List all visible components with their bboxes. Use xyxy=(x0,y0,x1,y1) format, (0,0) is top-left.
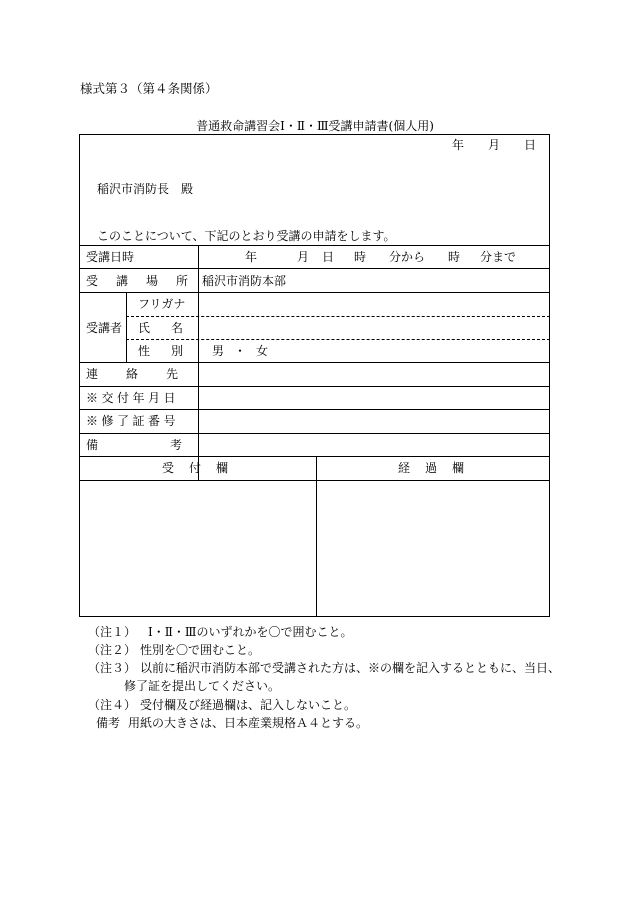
datetime-month: 月 xyxy=(297,250,310,264)
date-month-label: 月 xyxy=(488,138,501,152)
document-title: 普通救命講習会Ⅰ・Ⅱ・Ⅲ受講申請書(個人用) xyxy=(196,119,434,133)
row-divider xyxy=(80,292,550,293)
note-4-text: 受付欄及び経過欄は、記入しないこと。 xyxy=(140,698,357,712)
label-furigana: フリガナ xyxy=(138,297,186,311)
request-statement: このことについて、下記のとおり受講の申請をします。 xyxy=(97,229,396,243)
row-divider xyxy=(80,245,550,246)
datetime-from: 分から xyxy=(389,250,426,264)
label-date-time-text: 受講日時 xyxy=(86,250,135,264)
column-divider xyxy=(126,292,127,362)
note-3 xyxy=(88,659,560,676)
datetime-hour-2: 時 xyxy=(448,250,461,264)
note-2-text: 性別を〇で囲むこと。 xyxy=(140,643,261,657)
note-4-mark: （注４） xyxy=(88,698,137,712)
datetime-day: 日 xyxy=(322,250,335,264)
row-divider xyxy=(80,433,550,434)
label-trainee: 受講者 xyxy=(86,321,123,335)
label-name: 氏名 xyxy=(138,321,205,335)
row-divider xyxy=(80,268,550,269)
label-contact: 連絡先 xyxy=(86,367,207,381)
datetime-year: 年 xyxy=(245,250,258,264)
remark-note-text: 用紙の大きさは、日本産業規格Ａ４とする。 xyxy=(128,716,369,730)
row-divider xyxy=(80,456,550,457)
application-form xyxy=(79,134,550,617)
row-divider xyxy=(80,386,550,387)
datetime-until: 分まで xyxy=(480,250,517,264)
gender-options: 男・女 xyxy=(212,344,279,358)
place-value: 稲沢市消防本部 xyxy=(202,274,287,288)
label-place: 受講場所 xyxy=(86,274,207,288)
date-year-label: 年 xyxy=(452,138,465,152)
note-2 xyxy=(88,641,260,658)
note-4 xyxy=(88,696,356,713)
note-1 xyxy=(88,623,353,640)
row-divider xyxy=(80,409,550,410)
date-day-label: 日 xyxy=(524,138,537,152)
note-3-text: 以前に稲沢市消防本部で受講された方は、※の欄を記入するとともに、当日、 xyxy=(140,661,561,675)
row-divider-dashed xyxy=(126,316,550,317)
note-3-continued: 修了証を提出してください。 xyxy=(124,679,281,693)
note-2-mark: （注２） xyxy=(88,643,137,657)
row-divider xyxy=(80,362,550,363)
column-divider xyxy=(316,456,317,617)
label-issue-date: ※交付年月日 xyxy=(86,391,180,405)
remark-note xyxy=(96,714,368,731)
label-remarks: 備考 xyxy=(86,438,255,452)
note-1-mark: （注１） xyxy=(88,625,137,639)
addressee: 稲沢市消防長 殿 xyxy=(97,182,194,196)
label-date-time xyxy=(86,250,194,264)
progress-header: 経過欄 xyxy=(398,461,480,475)
label-certificate-number: ※修了証番号 xyxy=(86,414,180,428)
note-3-mark: （注３） xyxy=(88,661,137,675)
datetime-hour-1: 時 xyxy=(354,250,367,264)
reception-header: 受付欄 xyxy=(162,461,244,475)
note-1-text: Ⅰ・Ⅱ・Ⅲのいずれかを〇で囲むこと。 xyxy=(148,625,353,639)
remark-note-mark: 備考 xyxy=(96,716,121,730)
row-divider-dashed xyxy=(126,339,550,340)
form-number: 様式第３（第４条関係） xyxy=(80,81,218,96)
label-gender: 性別 xyxy=(138,344,205,358)
row-divider xyxy=(80,480,550,481)
